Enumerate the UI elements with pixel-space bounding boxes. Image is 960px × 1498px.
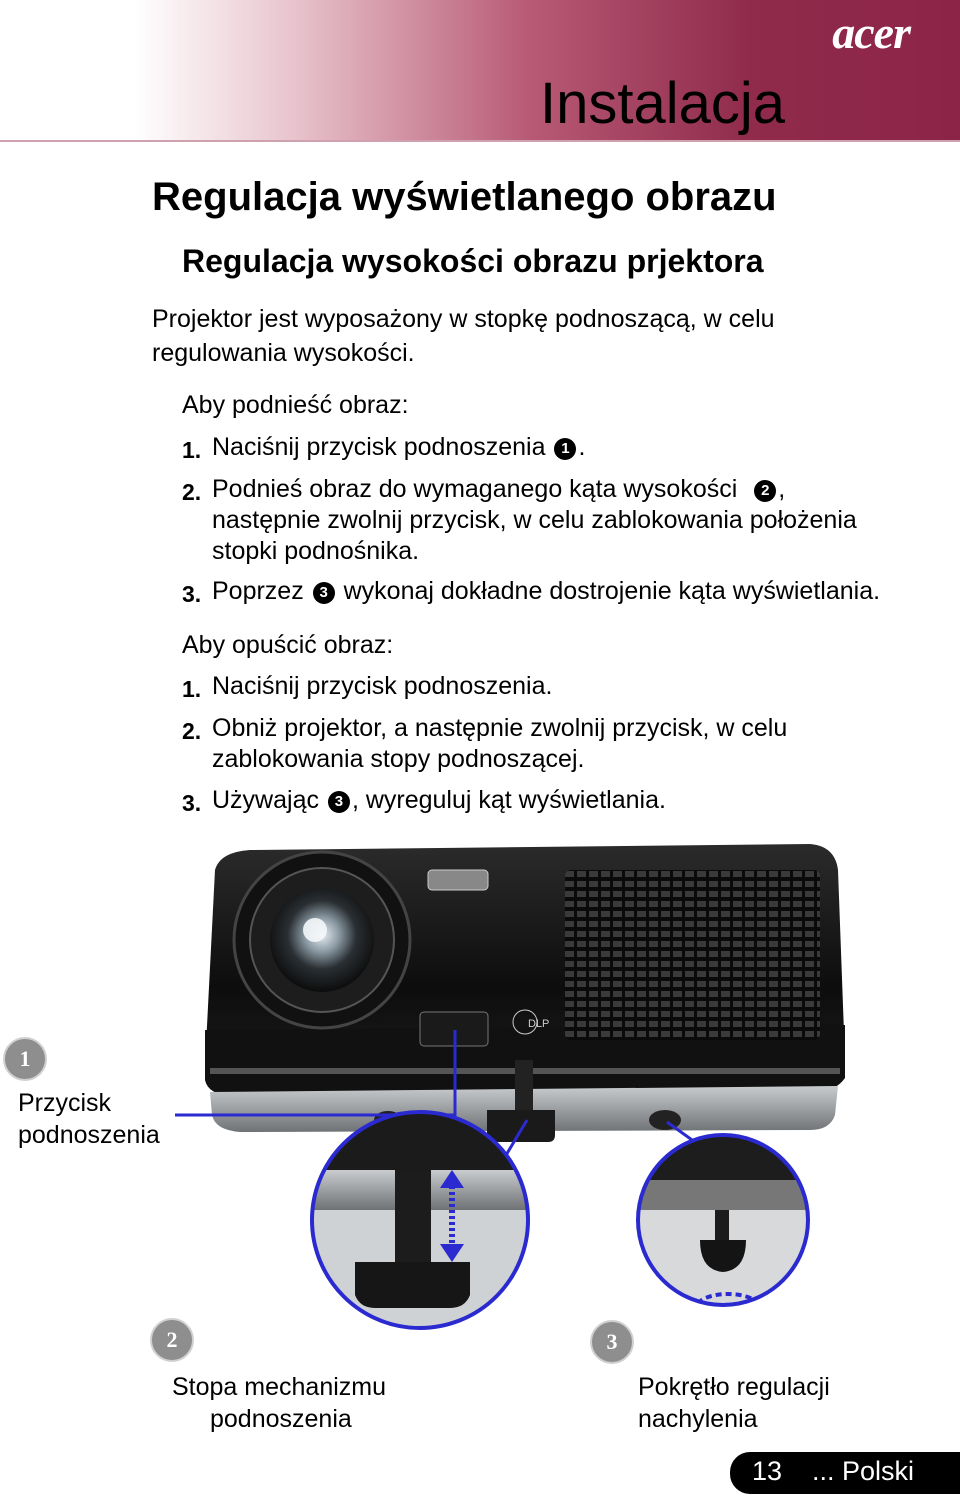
label-1-line-1: Przycisk — [18, 1089, 112, 1117]
label-3-badge: 3 — [590, 1320, 634, 1364]
lower-step-2-line-1: Obniż projektor, a następnie zwolnij przycisk, w celu — [212, 714, 788, 742]
raise-step-1-text: Naciśnij przycisk podnoszenia — [212, 433, 546, 461]
raise-step-3-text-a: Poprzez — [212, 577, 304, 605]
marker-1-icon: 1 — [554, 438, 576, 460]
lower-step-3-number: 3. — [182, 790, 202, 816]
lower-step-3-text-a: Używając — [212, 786, 319, 814]
section-title: Regulacja wyświetlanego obrazu — [152, 175, 777, 219]
page-number: 13 — [752, 1456, 783, 1486]
label-2-line-1: Stopa mechanizmu — [172, 1373, 387, 1401]
label-3-line-2: nachylenia — [638, 1405, 758, 1433]
raise-heading: Aby podnieść obraz: — [182, 391, 409, 419]
raise-step-2-line-3: stopki podnośnika. — [212, 537, 420, 565]
raise-step-2-text-b: , — [778, 475, 786, 503]
raise-step-3 — [212, 576, 932, 607]
label-1-badge: 1 — [3, 1037, 47, 1081]
raise-step-2-line-2: następnie zwolnij przycisk, w celu zablokowania położenia — [212, 506, 857, 534]
lower-step-3 — [212, 785, 932, 816]
projector-lens — [234, 852, 410, 1028]
acer-logo: acer — [832, 7, 910, 58]
intro-line-1: Projektor jest wyposażony w stopkę podnoszącą, w celu — [152, 305, 775, 333]
marker-3b-icon: 3 — [328, 791, 350, 813]
marker-2-icon: 2 — [754, 480, 776, 502]
label-2-line-2: podnoszenia — [210, 1405, 352, 1433]
lower-heading: Aby opuścić obraz: — [182, 631, 394, 659]
raise-step-1 — [212, 432, 932, 463]
zoom-knob — [630, 1130, 820, 1322]
lower-step-1: Naciśnij przycisk podnoszenia. — [212, 672, 553, 700]
raise-step-3-text-b: wykonaj dokładne dostrojenie kąta wyświetlania. — [343, 577, 881, 605]
raise-step-2 — [212, 474, 932, 505]
zoom-foot — [300, 1110, 540, 1328]
label-1-line-2: podnoszenia — [18, 1121, 160, 1149]
lower-step-2-line-2: zablokowania stopy podnoszącej. — [212, 745, 585, 773]
label-3-line-1: Pokrętło regulacji — [638, 1373, 830, 1401]
lower-step-3-text-b: , wyreguluj kąt wyświetlania. — [351, 786, 666, 814]
dlp-logo-text: DLP — [528, 1018, 550, 1030]
raise-step-1-end: . — [578, 433, 586, 461]
lower-step-1-number: 1. — [182, 676, 202, 702]
section-subtitle: Regulacja wysokości obrazu prjektora — [182, 243, 764, 279]
marker-3-icon: 3 — [313, 582, 335, 604]
raise-step-2-number: 2. — [182, 479, 202, 505]
language-label: ... Polski — [812, 1456, 915, 1486]
lower-step-2-number: 2. — [182, 718, 202, 744]
header-divider — [0, 140, 960, 142]
header-band — [0, 0, 960, 140]
intro-line-2: regulowania wysokości. — [152, 339, 415, 367]
chapter-title: Instalacja — [540, 71, 786, 136]
raise-step-2-text-a: Podnieś obraz do wymaganego kąta wysokości — [212, 475, 738, 503]
raise-step-1-number: 1. — [182, 437, 202, 463]
label-2-badge: 2 — [150, 1318, 194, 1362]
raise-step-3-number: 3. — [182, 581, 202, 607]
